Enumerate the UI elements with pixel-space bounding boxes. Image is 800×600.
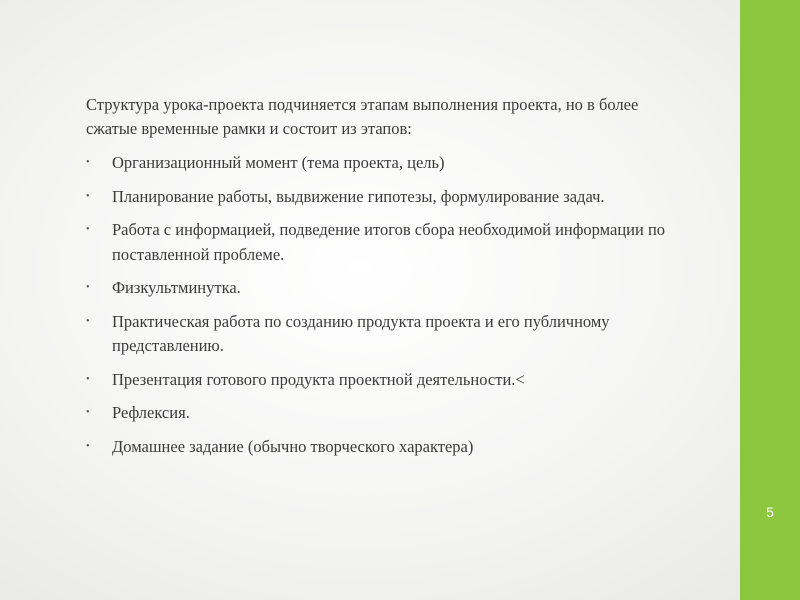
list-item xyxy=(86,276,686,301)
step-text: Физкультминутка. xyxy=(112,278,241,297)
intro-text: Структура урока-проекта подчиняется этапам выполнения проекта, но в более сжатые временные рамки и состоит из этапов: xyxy=(86,95,639,138)
bullet-icon: • xyxy=(86,190,90,202)
bullet-icon: • xyxy=(86,282,90,293)
list-item xyxy=(86,368,686,393)
list-item xyxy=(86,310,686,359)
bullet-icon: • xyxy=(86,315,90,327)
list-item xyxy=(86,435,686,460)
bullet-icon: • xyxy=(86,407,90,418)
step-text: Презентация готового продукта проектной деятельности.< xyxy=(112,369,525,389)
list-item xyxy=(86,401,686,426)
list-item xyxy=(86,185,686,210)
bullet-icon: • xyxy=(86,440,90,452)
bullet-icon: • xyxy=(86,373,90,385)
list-item xyxy=(86,218,686,267)
slide-content xyxy=(86,93,686,468)
step-text: Планирование работы, выдвижение гипотезы, формулирование задач. xyxy=(112,186,605,206)
step-text: Организационный момент (тема проекта, цель) xyxy=(112,153,445,172)
step-text: Домашнее задание (обычно творческого характера) xyxy=(112,436,474,456)
slide-number: 5 xyxy=(766,504,774,520)
step-text: Работа с информацией, подведение итогов сбора необходимой информации по поставленной проблеме. xyxy=(112,220,666,264)
steps-list xyxy=(86,151,686,459)
bullet-icon: • xyxy=(86,224,90,235)
step-text: Практическая работа по созданию продукта проекта и его публичному представлению. xyxy=(112,311,610,355)
bullet-icon: • xyxy=(86,157,90,168)
list-item xyxy=(86,151,686,176)
step-text: Рефлексия. xyxy=(112,403,190,422)
